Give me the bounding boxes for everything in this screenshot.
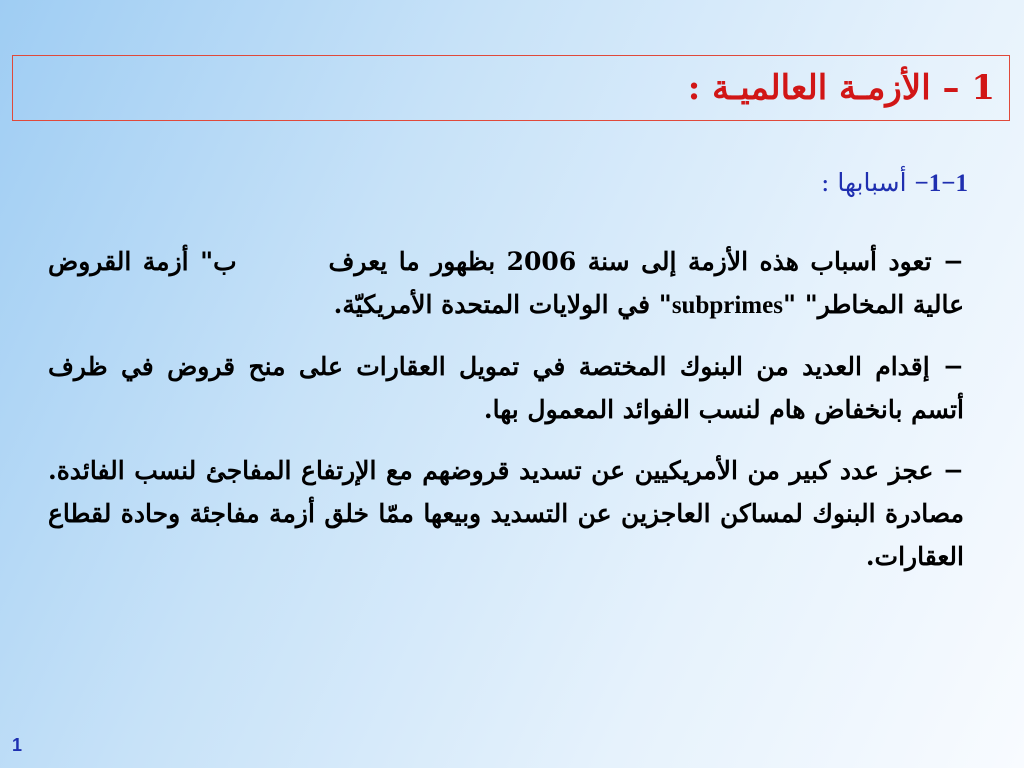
paragraph-causes-3: − عجز عدد كبير من الأمريكيين عن تسديد قروضهم مع الإرتفاع المفاجئ لنسب الفائدة. مصادرة البنوك لمساكن العاجزين عن التسديد وبيعها ممّا خلق أزمة مفاجئة وحادة لقطاع العقارات. xyxy=(48,456,964,571)
paragraph-1-part2: ب" أزمة القروض عالية المخاطر" " xyxy=(48,247,964,319)
section-label: أسبابها : xyxy=(821,168,907,197)
slide-title: 1 – الأزمـة العالميـة : xyxy=(687,68,995,108)
slide-body xyxy=(48,240,964,596)
page-number: 1 xyxy=(12,735,23,755)
section-number: 1−1− xyxy=(914,170,968,197)
paragraph-causes-2: − إقدام العديد من البنوك المختصة في تمويل العقارات على منح قروض في ظرف أتسم بانخفاض هام لنسب الفوائد المعمول بها. xyxy=(48,352,964,424)
paragraph-1-part1: − تعود أسباب هذه الأزمة إلى سنة 2006 بظهور ما يعرف xyxy=(328,247,964,276)
paragraph-1-latin-term: subprimes xyxy=(671,292,783,319)
section-heading xyxy=(821,163,968,204)
paragraph-causes-1 xyxy=(48,240,964,327)
title-box xyxy=(12,55,1010,121)
paragraph-1-part3: " في الولايات المتحدة الأمريكيّة. xyxy=(333,290,672,319)
